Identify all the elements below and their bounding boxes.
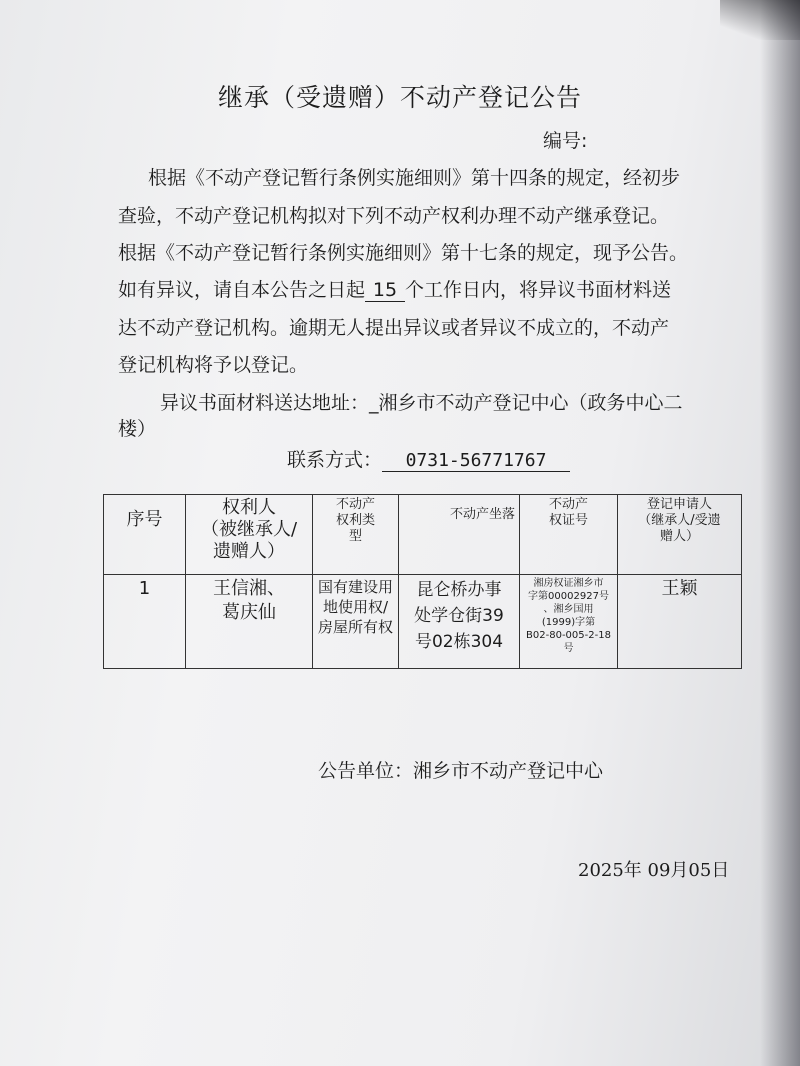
header-index: 序号 [104,495,186,575]
table-row [104,575,742,669]
contact-phone: 0731-56771767 [382,450,570,472]
address-value: _湘乡市不动产登记中心（政务中心二 [369,392,683,414]
issue-date: 2025年 09月05日 [578,860,730,881]
cell-right-type: 国有建设用 地使用权/ 房屋所有权 [313,575,399,669]
cell-location: 昆仑桥办事 处学仓街39 号02栋304 [399,575,520,669]
header-applicant: 登记申请人 （继承人/受遗 赠人） [618,495,742,575]
cell-applicant: 王颖 [618,575,742,669]
objection-line-3: 登记机构将予以登记。 [118,354,309,376]
objection-line-2: 达不动产登记机构。逾期无人提出异议或者异议不成立的，不动产 [118,317,670,339]
address-label: 异议书面材料送达地址： [160,392,370,414]
header-holder: 权利人 （被继承人/ 遗赠人） [186,495,313,575]
header-location: 不动产坐落 [399,495,520,575]
serial-number-label: 编号: [543,130,588,152]
header-cert-no: 不动产 权证号 [520,495,618,575]
issuing-unit: 公告单位：湘乡市不动产登记中心 [318,760,604,782]
objection-suffix: 个工作日内，将异议书面材料送 [405,279,672,301]
paragraph-line-3: 根据《不动产登记暂行条例实施细则》第十七条的规定，现予公告。 [118,242,689,264]
cell-cert-no: 湘房权证湘乡市 字第00002927号 、湘乡国用 (1999)字第 B02-80-005-2-18 号 [520,575,618,669]
paragraph-line-1: 根据《不动产登记暂行条例实施细则》第十四条的规定，经初步 [148,167,681,189]
cell-index: 1 [104,575,186,669]
paragraph-line-2: 查验，不动产登记机构拟对下列不动产权利办理不动产继承登记。 [118,205,670,227]
notice-title: 继承（受遗赠）不动产登记公告 [217,83,582,112]
table-header-row [104,495,742,575]
header-right-type: 不动产 权利类 型 [313,495,399,575]
contact-label: 联系方式： [287,449,383,471]
cell-holder: 王信湘、 葛庆仙 [186,575,313,669]
objection-line-1 [118,275,671,302]
objection-days: 15 [365,279,405,302]
objection-prefix: 如有异议，请自本公告之日起 [118,279,366,301]
address-continuation: 楼） [118,418,157,440]
address-line [160,388,683,415]
contact-line [287,445,570,472]
property-table [103,494,742,669]
